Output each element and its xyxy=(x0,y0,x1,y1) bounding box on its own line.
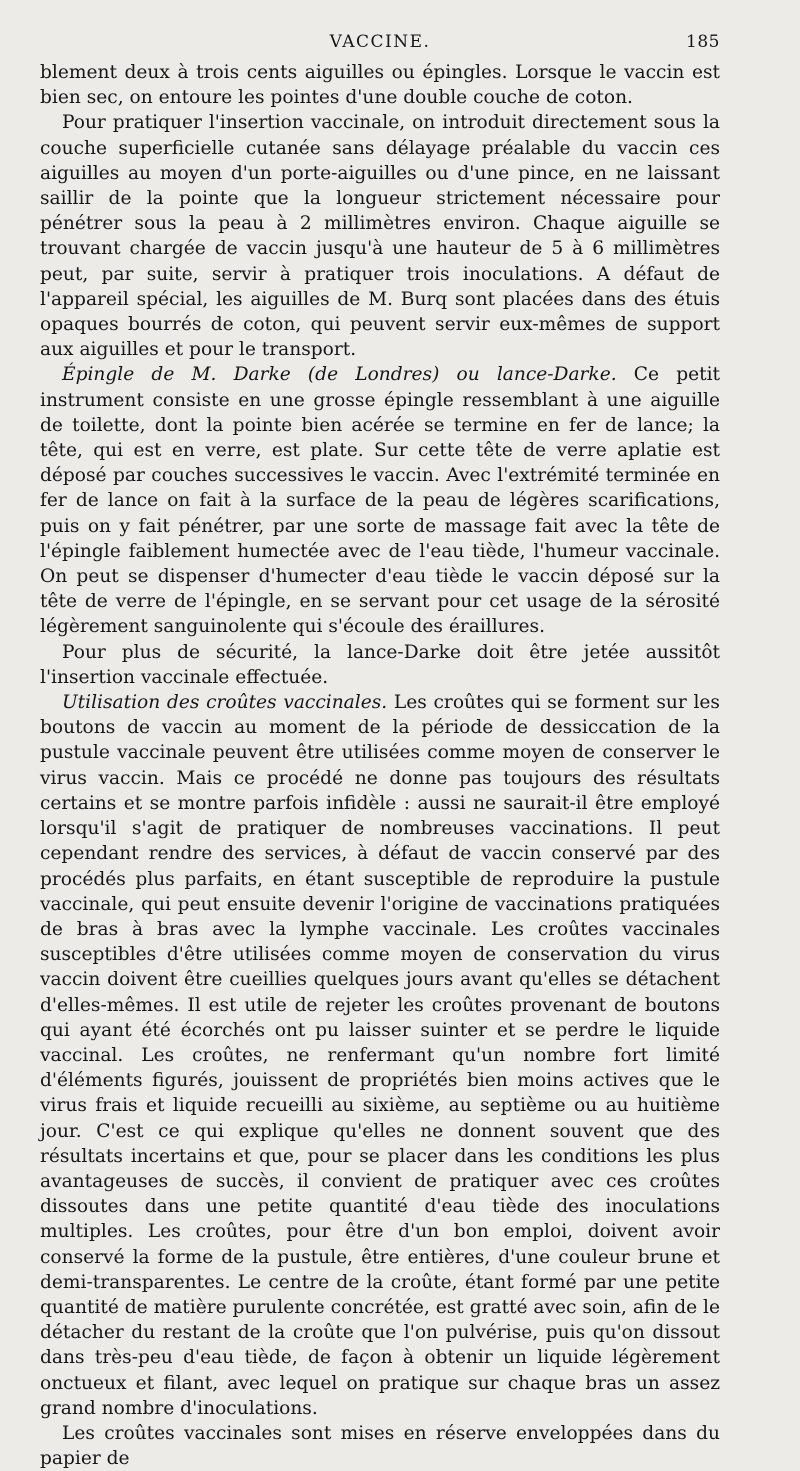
body-text xyxy=(40,60,720,1471)
paragraph-text: blement deux à trois cents aiguilles ou épingles. Lorsque le vaccin est bien sec, on entoure les pointes d'une double couche de coton. xyxy=(40,62,720,109)
page-number: 185 xyxy=(686,32,720,52)
paragraph-text: Ce petit instrument consiste en une grosse épingle ressemblant à une aiguille de toilette, dont la pointe bien acérée se termine en fer de lance; la tête, qui est en verre, est plate. Sur cette tête de verre aplatie est déposé par couches successives le vaccin. Avec l'extrémité terminée en fer de lance on fait à la surface de la peau de légères scarifications, puis on y fait pénétrer, par une sorte de massage fait avec la tête de l'épingle faiblement humectée avec de l'eau tiède, l'humeur vaccinale. On peut se dispenser d'humecter d'eau tiède le vaccin déposé sur la tête de verre de l'épingle, en se servant pour cet usage de la sérosité légèrement sanguinolente qui s'écoule des éraillures. xyxy=(40,364,720,638)
paragraph-reserve xyxy=(40,1421,720,1471)
paragraph-securite xyxy=(40,640,720,690)
paragraph-continuation xyxy=(40,60,720,110)
section-heading-croutes: Utilisation des croûtes vaccinales. xyxy=(62,692,388,714)
page-header xyxy=(40,30,720,60)
paragraph-text: Les croûtes qui se forment sur les boutons de vaccin au moment de la période de dessiccation de la pustule vaccinale peuvent être utilisées comme moyen de conserver le virus vaccin. Mais ce procédé ne donne pas toujours des résultats certains et se montre parfois infidèle : aussi ne saurait-il être employé lorsqu'il s'agit de pratiquer de nombreuses vaccinations. Il peut cependant rendre des services, à défaut de vaccin conservé par des procédés plus parfaits, en étant susceptible de reproduire la pustule vaccinale, qui peut ensuite devenir l'origine de vaccinations pratiquées de bras à bras avec la lymphe vaccinale. Les croûtes vaccinales susceptibles d'être utilisées comme moyen de conservation du virus vaccin doivent être cueillies quelques jours avant qu'elles se détachent d'elles-mêmes. Il est utile de rejeter les croûtes provenant de boutons qui ayant été écorchés ont pu laisser suinter et se perdre le liquide vaccinal. Les croûtes, ne renfermant qu'un nombre fort limité d'éléments figurés, jouissent de propriétés bien moins actives que le virus frais et liquide recueilli au sixième, au septième ou au huitième jour. C'est ce qui explique qu'elles ne donnent souvent que des résultats incertains et que, pour se placer dans les conditions les plus avantageuses de succès, il convient de pratiquer avec ces croûtes dissoutes dans une petite quantité d'eau tiède des inoculations multiples. Les croûtes, pour être d'un bon emploi, doivent avoir conservé la forme de la pustule, être entières, d'une couleur brune et demi-transparentes. Le centre de la croûte, étant formé par une petite quantité de matière purulente concrétée, est gratté avec soin, afin de le détacher du restant de la croûte que l'on pulvérise, puis qu'on dissout dans très-peu d'eau tiède, de façon à obtenir un liquide légèrement onctueux et filant, avec lequel on pratique sur chaque bras un assez grand nombre d'inoculations. xyxy=(40,692,720,1419)
paragraph-text: Pour pratiquer l'insertion vaccinale, on introduit directement sous la couche superficielle cutanée sans délayage préalable du vaccin ces aiguilles au moyen d'un porte-aiguilles ou d'une pince, en ne laissant saillir de la pointe que la longueur strictement nécessaire pour pénétrer sous la peau à 2 millimètres environ. Chaque aiguille se trouvant chargée de vaccin jusqu'à une hauteur de 5 à 6 millimètres peut, par suite, servir à pratiquer trois inoculations. A défaut de l'appareil spécial, les aiguilles de M. Burq sont placées dans des étuis opaques bourrés de coton, qui peuvent servir eux-mêmes de support aux aiguilles et pour le transport. xyxy=(40,112,720,361)
paragraph-text: Les croûtes vaccinales sont mises en réserve enveloppées dans du papier de xyxy=(40,1422,720,1470)
paragraph-croutes-vaccinales xyxy=(40,690,720,1421)
paragraph-lance-darke xyxy=(40,362,720,639)
paragraph-insertion-vaccinale xyxy=(40,110,720,362)
running-title: VACCINE. xyxy=(329,32,431,52)
section-heading-lance-darke: Épingle de M. Darke (de Londres) ou lance-Darke. xyxy=(62,364,617,386)
paragraph-text: Pour plus de sécurité, la lance-Darke doit être jetée aussitôt l'insertion vaccinale effectuée. xyxy=(40,641,720,688)
